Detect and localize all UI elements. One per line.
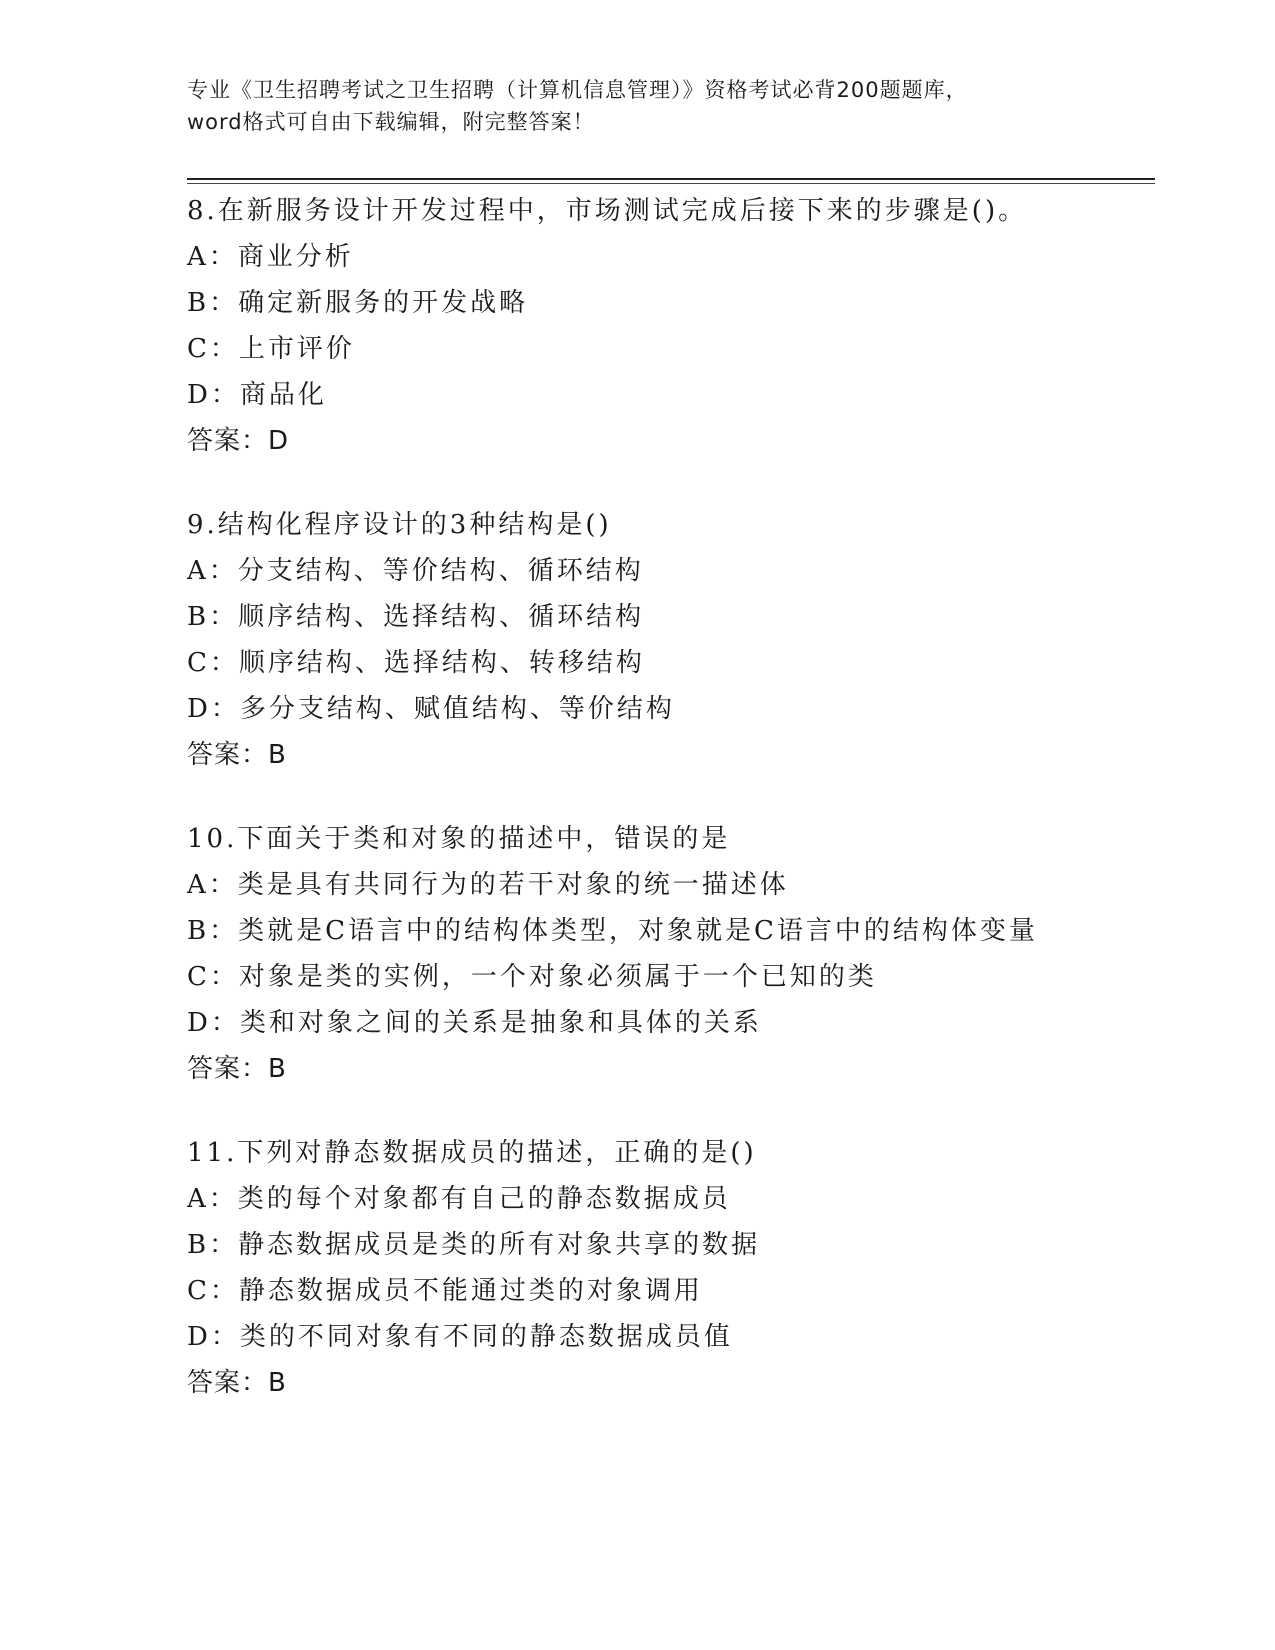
- option-a: A：商业分析: [187, 242, 354, 272]
- header-divider-thick: [187, 178, 1155, 180]
- header-divider-thin: [187, 183, 1155, 184]
- option-d: D：类和对象之间的关系是抽象和具体的关系: [187, 1008, 762, 1038]
- question-8: [187, 188, 1187, 464]
- option-b: B：顺序结构、选择结构、循环结构: [187, 602, 645, 632]
- question-11: [187, 1130, 1187, 1406]
- option-b: B：静态数据成员是类的所有对象共享的数据: [187, 1230, 761, 1260]
- question-10: [187, 816, 1187, 1092]
- header-line-2: word格式可自由下载编辑，附完整答案！: [187, 110, 595, 134]
- option-d: D：多分支结构、赋值结构、等价结构: [187, 694, 675, 724]
- option-a: A：分支结构、等价结构、循环结构: [187, 556, 644, 586]
- question-list: [187, 188, 1187, 1444]
- question-stem: 9.结构化程序设计的3种结构是(): [187, 510, 612, 540]
- option-c: C：对象是类的实例，一个对象必须属于一个已知的类: [187, 962, 877, 992]
- question-9: [187, 502, 1187, 778]
- answer-line: 答案：B: [187, 1054, 287, 1084]
- option-c: C：上市评价: [187, 334, 355, 364]
- option-b: B：类就是C语言中的结构体类型，对象就是C语言中的结构体变量: [187, 916, 1038, 946]
- option-d: D：类的不同对象有不同的静态数据成员值: [187, 1322, 733, 1352]
- document-header: [187, 74, 1087, 138]
- answer-line: 答案：B: [187, 740, 287, 770]
- option-d: D：商品化: [187, 380, 327, 410]
- option-c: C：顺序结构、选择结构、转移结构: [187, 648, 645, 678]
- option-a: A：类是具有共同行为的若干对象的统一描述体: [187, 870, 789, 900]
- option-c: C：静态数据成员不能通过类的对象调用: [187, 1276, 703, 1306]
- question-stem: 8.在新服务设计开发过程中，市场测试完成后接下来的步骤是()。: [187, 196, 1028, 226]
- answer-line: 答案：D: [187, 426, 290, 456]
- header-line-1: 专业《卫生招聘考试之卫生招聘（计算机信息管理）》资格考试必背200题题库，: [187, 78, 968, 102]
- option-a: A：类的每个对象都有自己的静态数据成员: [187, 1184, 731, 1214]
- option-b: B：确定新服务的开发战略: [187, 288, 529, 318]
- question-stem: 11.下列对静态数据成员的描述，正确的是(): [187, 1138, 757, 1168]
- question-stem: 10.下面关于类和对象的描述中，错误的是: [187, 824, 731, 854]
- answer-line: 答案：B: [187, 1368, 287, 1398]
